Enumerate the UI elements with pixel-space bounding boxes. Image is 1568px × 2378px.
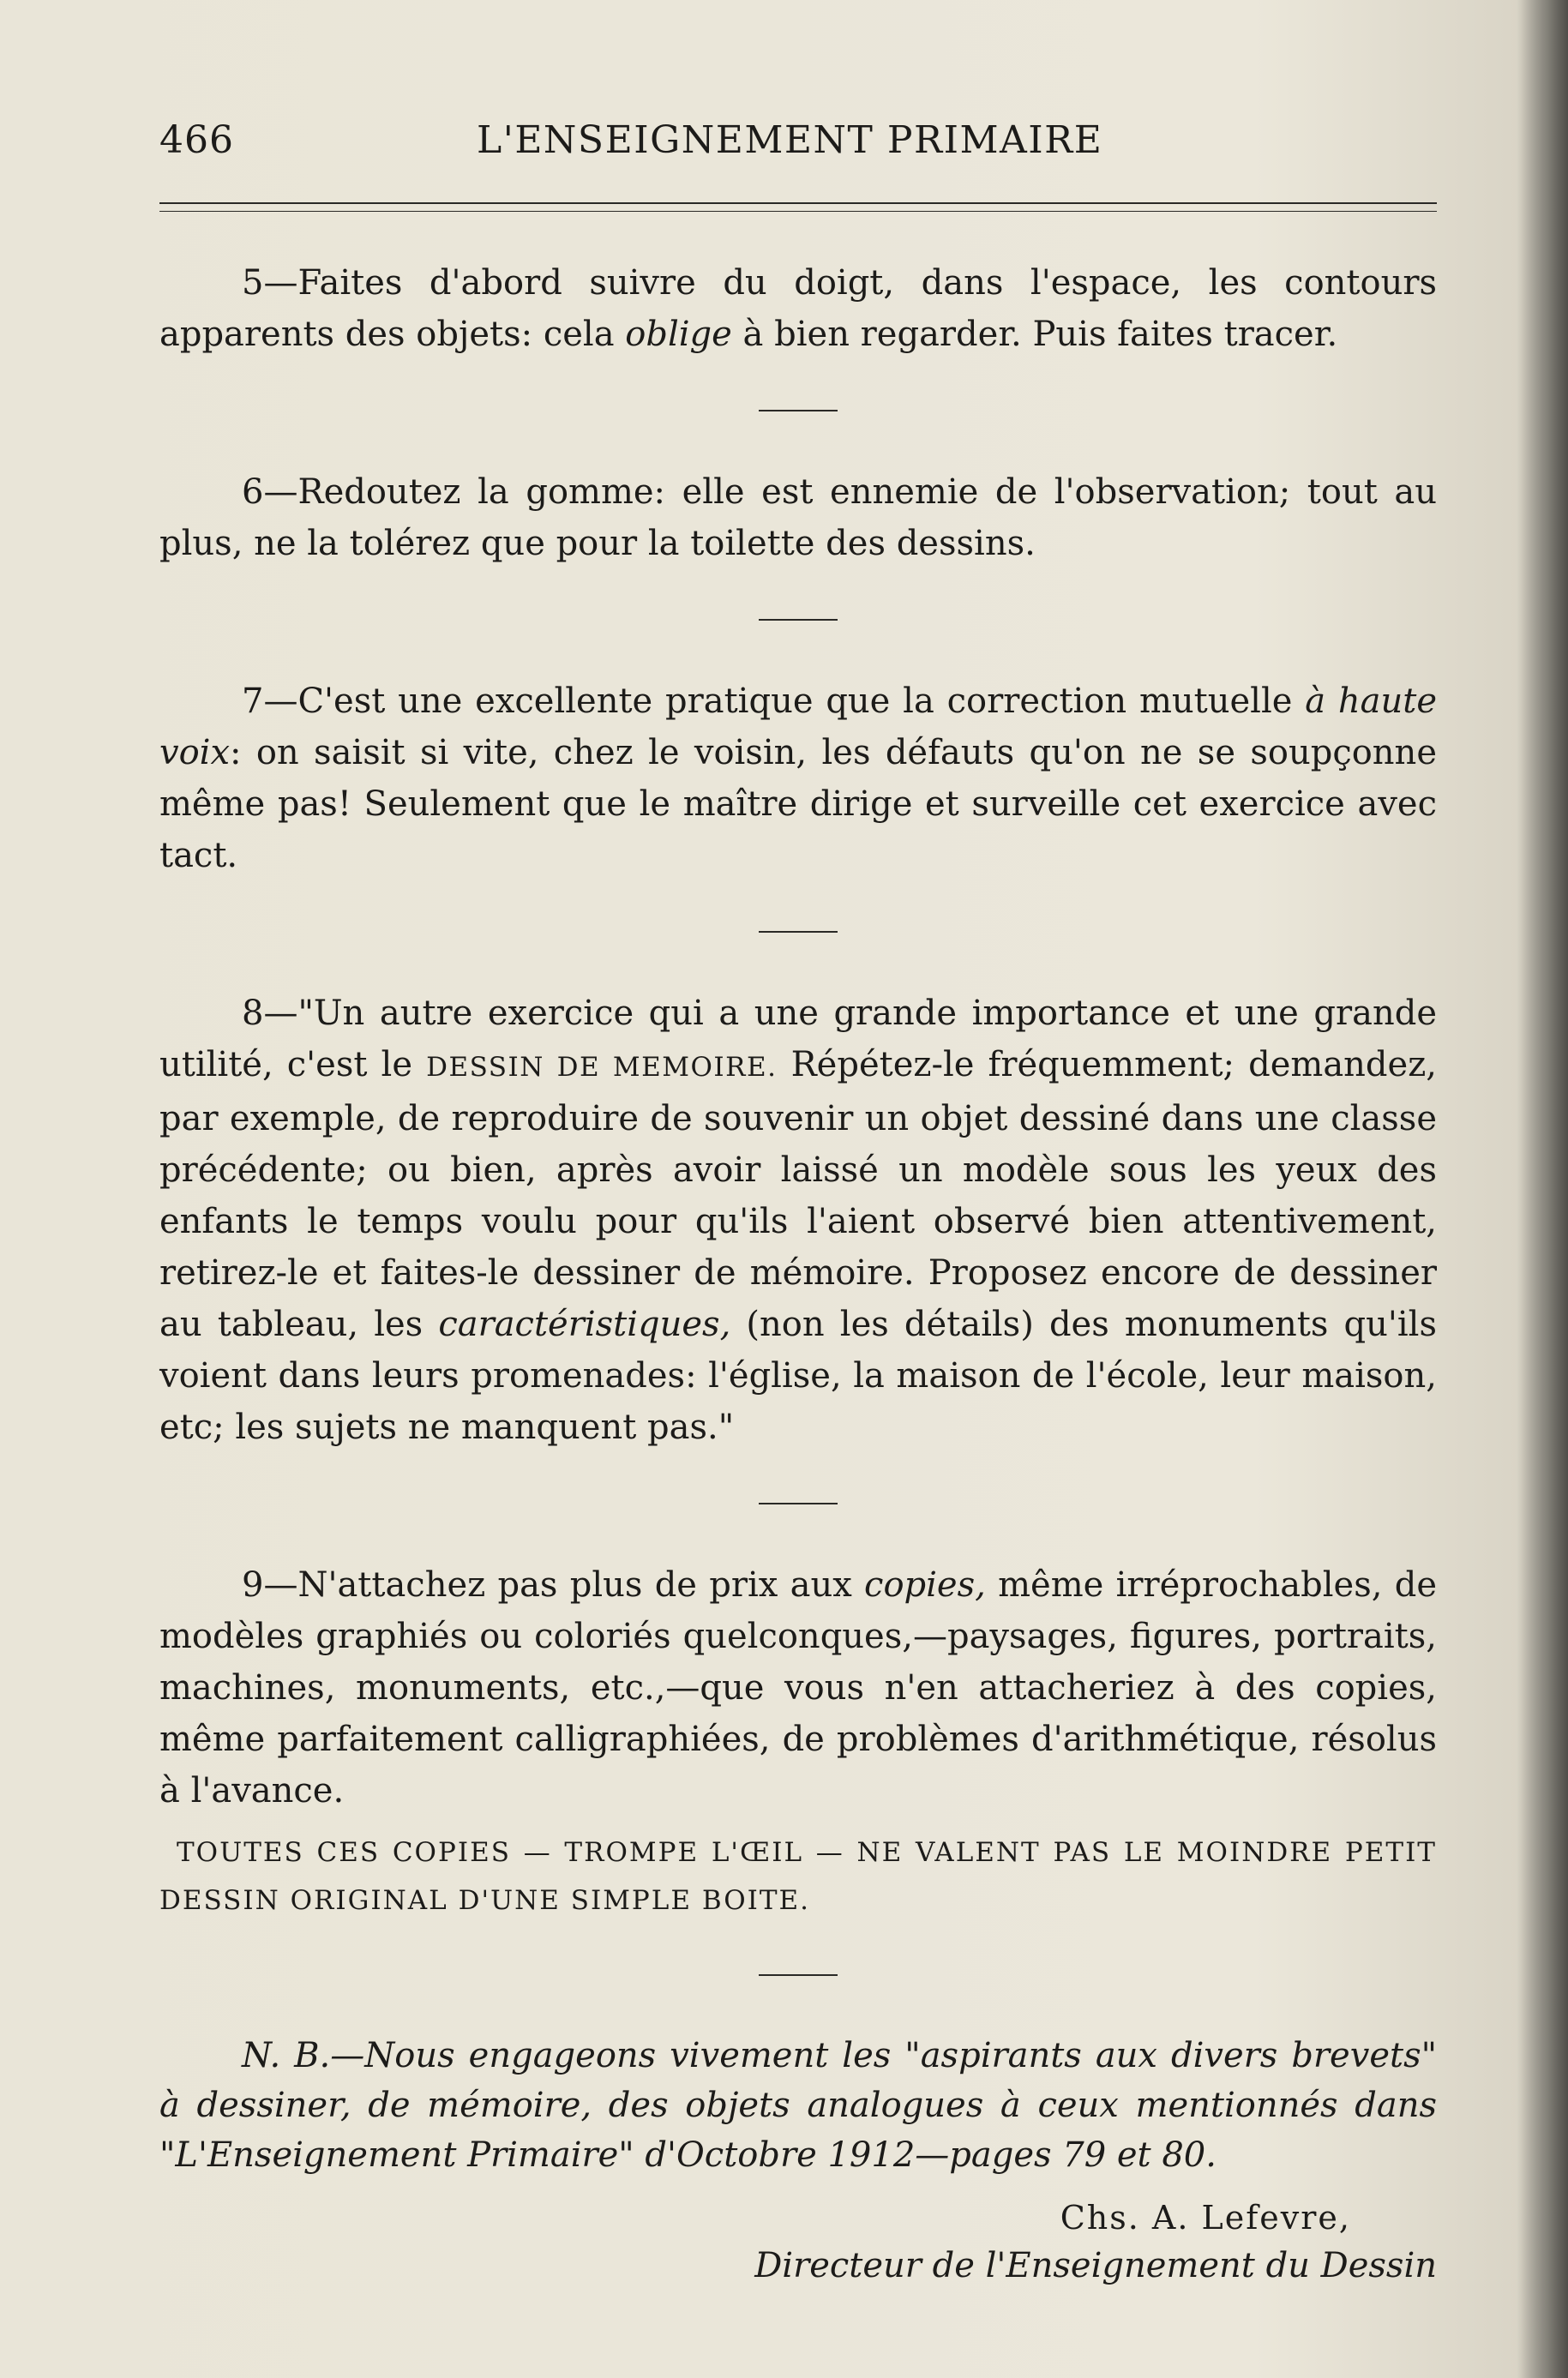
book-gutter-shadow	[1517, 0, 1568, 2378]
article-body	[159, 257, 1437, 2290]
author-name: Chs. A. Lefevre,	[1060, 2199, 1351, 2237]
paragraph-9: 9—N'attachez pas plus de prix aux copies, même irréprochables, de modèles graphiés ou coloriés quelconques,—paysages, figures, portraits, machines, monuments, etc.,—que vous n'en attacheriez à des copies, même parfaitement calligraphiées, de problèmes d'arithmétique, résolus à l'avance.	[159, 1565, 1437, 1811]
author-title: Directeur de l'Enseignement du Dessin	[754, 2246, 1437, 2285]
paragraph-5: 5—Faites d'abord suivre du doigt, dans l'espace, les contours apparents des objets: cela oblige à bien regarder. Puis faites tracer.	[159, 263, 1437, 354]
section-separator	[759, 619, 838, 621]
signature-block	[159, 2194, 1437, 2290]
running-header	[159, 118, 1437, 178]
section-separator	[759, 931, 838, 933]
header-rule	[159, 202, 1437, 204]
paragraph-6: 6—Redoutez la gomme: elle est ennemie de l'observation; tout au plus, ne la tolérez que pour la toilette des dessins.	[159, 472, 1437, 563]
header-rule-thin	[159, 211, 1437, 212]
nota-bene: N. B.—Nous engageons vivement les "aspirants aux divers brevets" à dessiner, de mémoire, des objets analogues à ceux mentionnés dans "L'Enseignement Primaire" d'Octobre 1912—pages 79 et 80.	[159, 2036, 1437, 2175]
page-number: 466	[159, 118, 234, 162]
section-separator	[759, 1974, 838, 1976]
paragraph-7: 7—C'est une excellente pratique que la correction mutuelle à haute voix: on saisit si vite, chez le voisin, les défauts qu'on ne se soupçonne même pas! Seulement que le maître dirige et surveille cet exercice avec tact.	[159, 682, 1437, 875]
emphasis-statement: TOUTES CES COPIES — TROMPE L'ŒIL — NE VALENT PAS LE MOINDRE PETIT DESSIN ORIGINAL D'UNE SIMPLE BOITE.	[159, 1837, 1437, 1916]
running-title: L'ENSEIGNEMENT PRIMAIRE	[477, 118, 1103, 162]
paragraph-8: 8—"Un autre exercice qui a une grande importance et une grande utilité, c'est le DESSIN DE MEMOIRE. Répétez-le fréquemment; demandez, par exemple, de reproduire de souvenir un objet dessiné dans une classe précédente; ou bien, après avoir laissé un modèle sous les yeux des enfants le temps voulu pour qu'ils l'aient observé bien attentivement, retirez-le et faites-le dessiner de mémoire. Proposez encore de dessiner au tableau, les caractéristiques, (non les détails) des monuments qu'ils voient dans leurs promenades: l'église, la maison de l'école, leur maison, etc; les sujets ne manquent pas."	[159, 994, 1437, 1447]
section-separator	[759, 1503, 838, 1504]
section-separator	[759, 410, 838, 411]
